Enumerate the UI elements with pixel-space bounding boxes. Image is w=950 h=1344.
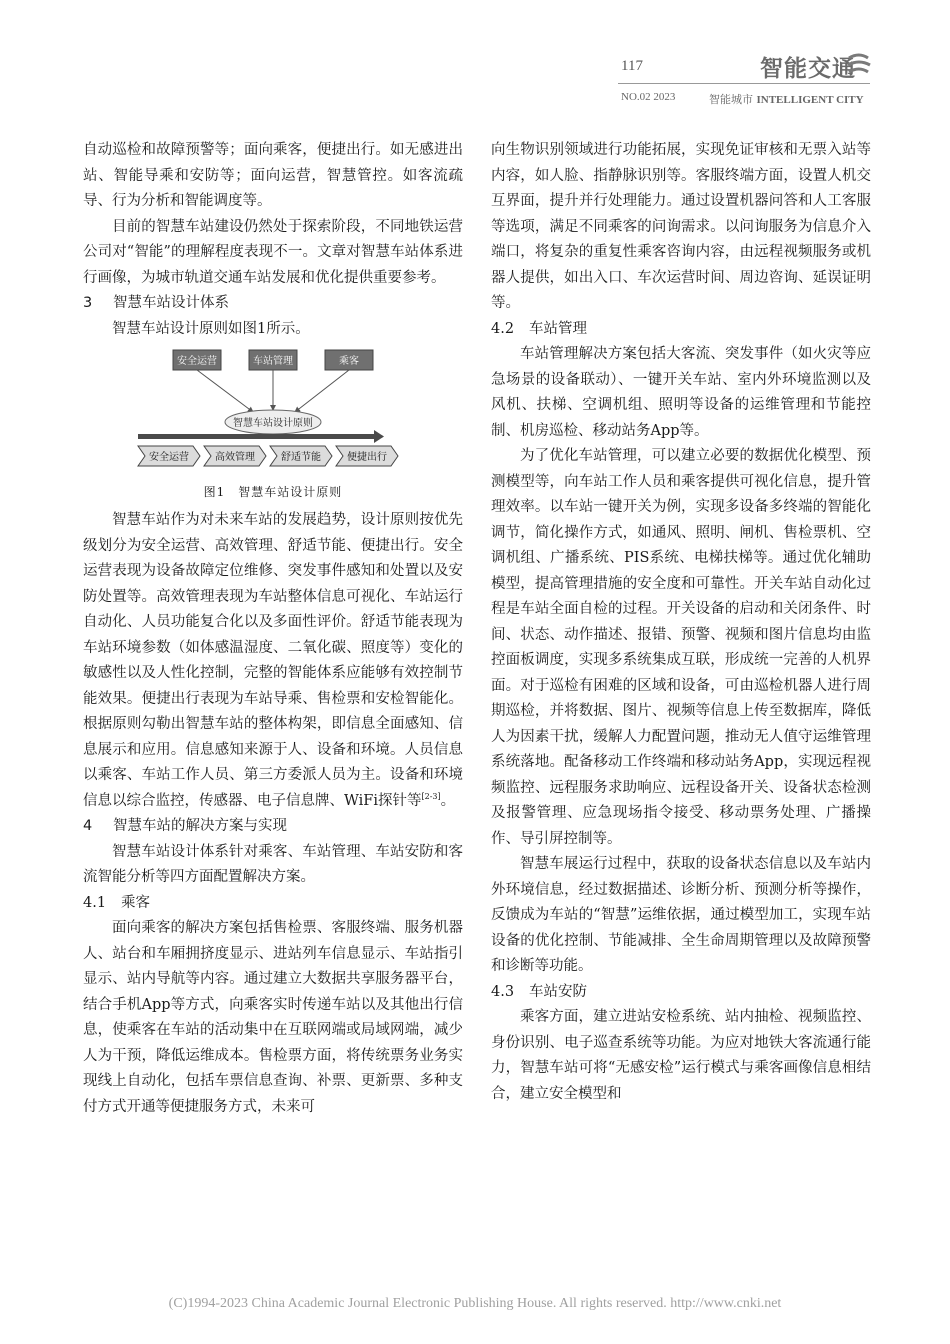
top-box-safety-label: 安全运营 [177, 356, 217, 367]
paragraph: 为了优化车站管理，可以建立必要的数据优化模型、预测模型等，向车站工作人员和乘客提供可视化信息，提升管理效率。以车站一键开关为例，实现多设备多终端的智能化调节，简化操作方式，如通风、照明、闸机、售检票机、空调机组、广播系统、PIS系统、电梯扶梯等。通过优化辅助模型，提高管理措施的安全度和可靠性。开关车站自动化过程是车站全面自检的过程。开关设备的启动和关闭条件、时间、状态、动作描述、报错、预警、视频和图片信息均由监控面板调度，实现多系统集成互联，形成统一完善的人机界面。对于巡检有困难的区域和设备，可由巡检机器人进行周期巡检，并将数据、图片、视频等信息上传至数据库，降低人为因素干扰，缓解人力配置问题，推动无人值守运维管理系统落地。配备移动工作终端和移动站务App，实现远程视频监控、远程服务求助响应、远程设备开关、设备状态检测及报警管理、应急现场指令接受、移动票务处理、广播操作、导引屏控制等。 [491, 448, 871, 847]
center-label: 智慧车站设计原则 [233, 418, 313, 429]
top-box-station-label: 车站管理 [253, 356, 293, 367]
paragraph: 面向乘客的解决方案包括售检票、客服终端、服务机器人、站台和车厢拥挤度显示、进站列车信息显示、车站指引显示、站内导航等内容。通过建立大数据共享服务器平台，结合手机App等方式，向乘客实时传递车站以及其他出行信息，使乘客在车站的活动集中在互联网端或局域网端，减少人为干预，降低运维成本。售检票方面，将传统票务业务实现线上自动化，包括车票信息查询、补票、更新票、多种支付方式开通等便捷服务方式，未来可 [83, 920, 463, 1115]
subsection-heading-4-2: 4.2 车站管理 [491, 320, 587, 337]
paragraph: 自动巡检和故障预警等；面向乘客，便捷出行。如无感进出站、智能导乘和安防等；面向运营，智慧管控。如客流疏导、行为分析和智能调度等。 [83, 142, 463, 209]
long-arrow-head [374, 430, 384, 443]
arrow-safety [197, 370, 253, 412]
arrow-passenger [295, 370, 349, 412]
right-column [491, 138, 871, 1107]
figure-1 [83, 342, 463, 499]
copyright-footer: (C)1994-2023 China Academic Journal Electronic Publishing House. All rights reserved. http://www.cnki.net [168, 1296, 782, 1311]
column-title: 智能城市 INTELLIGENT CITY [709, 93, 864, 106]
citation[interactable]: [2-3] [421, 791, 441, 801]
paragraph: 车站管理解决方案包括大客流、突发事件（如火灾等应急场景的设备联动）、一键开关车站、室内外环境监测以及风机、扶梯、空调机组、照明等设备的运维管理和节能控制、机房巡检、移动站务App等。 [491, 346, 871, 439]
chevron-1-label: 安全运营 [149, 452, 189, 463]
header-rule [618, 83, 870, 84]
figure-caption: 图1 智慧车站设计原则 [203, 485, 343, 499]
chevron-2-label: 高效管理 [215, 452, 255, 463]
design-principle-diagram [83, 342, 463, 484]
journal-brand: 智能交通 [760, 56, 856, 82]
paragraph: 目前的智慧车站建设仍然处于探索阶段，不同地铁运营公司对“智能”的理解程度表现不一。文章对智慧车站体系进行画像，为城市轨道交通车站发展和优化提供重要参考。 [83, 218, 463, 286]
paragraph: 智慧车站设计体系针对乘客、车站管理、车站安防和客流智能分析等四方面配置解决方案。 [83, 843, 463, 885]
issue-number: NO.02 2023 [621, 91, 676, 103]
subsection-heading-4-3: 4.3 车站安防 [491, 983, 587, 1000]
paragraph: 向生物识别领域进行功能拓展，实现免证审核和无票入站等内容，如人脸、指静脉识别等。客服终端方面，设置人机交互界面，提升并行处理能力。通过设置机器问答和人工客服等选项，满足不同乘客的问询需求。以问询服务为信息介入端口，将复杂的重复性乘客咨询内容，由远程视频服务或机器人提供，如出入口、车次运营时间、周边咨询、延误证明等。 [491, 142, 871, 311]
paragraph: 智慧车站设计原则如图1所示。 [112, 320, 310, 337]
subsection-heading-4-1: 4.1 乘客 [83, 894, 150, 911]
paragraph: 乘客方面，建立进站安检系统、站内抽检、视频监控、身份识别、电子巡查系统等功能。为应对地铁大客流通行能力，智慧车站可将“无感安检”运行模式与乘客画像信息相结合，建立安全模型和 [491, 1009, 871, 1102]
journal-logo-icon [846, 52, 872, 78]
top-box-passenger-label: 乘客 [339, 356, 359, 367]
section-heading-3: 3 智慧车站设计体系 [83, 295, 229, 311]
paragraph: 智慧车站作为对未来车站的发展趋势，设计原则按优先级划分为安全运营、高效管理、舒适节能、便捷出行。安全运营表现为设备故障定位维修、突发事件感知和处置以及安防处置等。高效管理表现为车站整体信息可视化、车站运行自动化、人员功能复合化以及多面性评价。舒适节能表现为车站环境参数（如体感温湿度、二氧化碳、照度等）变化的敏感性以及人性化控制，完整的智能体系应能够有效控制节能效果。便捷出行表现为车站导乘、售检票和安检智能化。根据原则勾勒出智慧车站的整体构架，即信息全面感知、信息展示和应用。信息感知来源于人、设备和环境。人员信息以乘客、车站工作人员、第三方委派人员为主。设备和环境信息以综合监控，传感器、电子信息牌、WiFi探针等[2-3]。 [83, 512, 463, 809]
paragraph: 智慧车展运行过程中，获取的设备状态信息以及车站内外环境信息，经过数据描述、诊断分析、预测分析等操作，反馈成为车站的“智慧”运维依据，通过模型加工，实现车站设备的优化控制、节能减排、全生命周期管理以及故障预警和诊断等功能。 [491, 856, 871, 974]
page-number: 117 [621, 58, 643, 74]
left-column [83, 138, 463, 1120]
long-arrow-shaft [138, 434, 374, 439]
chevron-3-label: 舒适节能 [281, 452, 321, 463]
chevron-4-label: 便捷出行 [347, 452, 387, 463]
section-heading-4: 4 智慧车站的解决方案与实现 [83, 818, 287, 834]
